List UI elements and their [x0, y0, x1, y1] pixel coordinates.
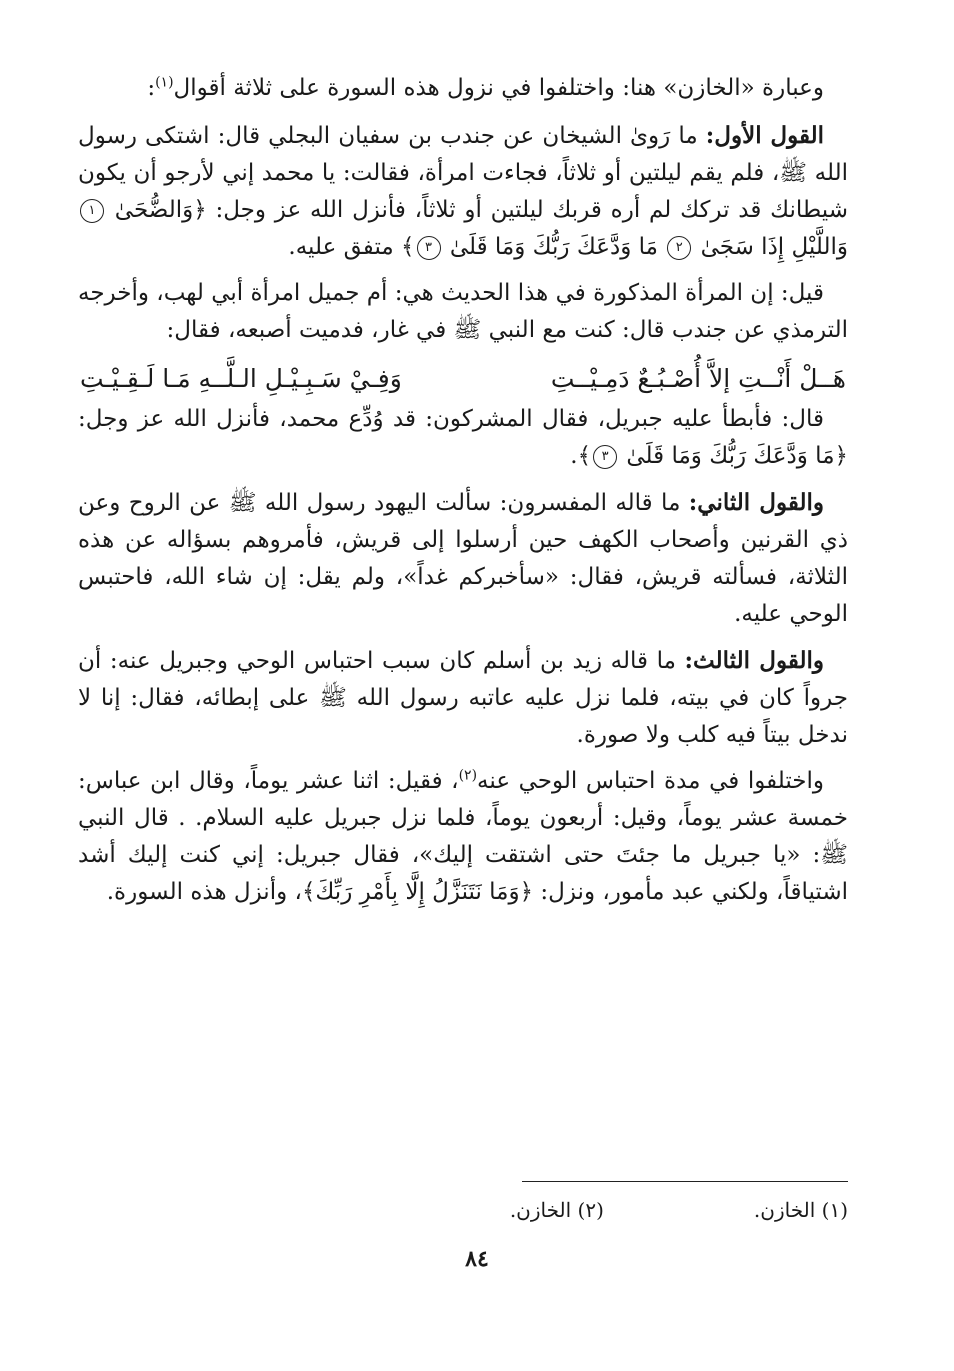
- footnotes: [328, 1196, 848, 1224]
- footnote-divider: [522, 1181, 848, 1182]
- footnote-ref-2[interactable]: (٢): [458, 767, 478, 784]
- after-verse-text: قال: فأبطأ عليه جبريل، فقال المشركون: قد وُدِّع محمد، فأنزل الله عز وجل:: [78, 406, 824, 432]
- poetry-second-hemistich: وَفِـيْ سَـبِـيْـلِ الـلَّــهِ مَـا لَـقِـيْـتِ: [80, 364, 402, 393]
- second-saying-text: ما قاله المفسرون: سألت اليهود رسول الله ﷺ عن الروح وعن ذي القرنين وأصحاب الكهف حين أرسلوا إلى قريش، فأمروهم بسؤاله عن هذه الثلاثة، فسألته قريش، فقال: «سأخبركم غداً»، ولم يقل: إن شاء الله، فاحتبس الوحي عليه.: [78, 490, 848, 627]
- second-saying-paragraph: [78, 484, 848, 633]
- quran-verse-wadda: ﴿مَا وَدَّعَكَ رَبُّكَ وَمَا قَلَىٰ: [626, 443, 848, 469]
- intro-tail: :: [147, 75, 156, 101]
- ayah-number-marker: ٢: [667, 236, 691, 260]
- first-saying-paragraph: [78, 117, 848, 266]
- duration-paragraph: [78, 763, 848, 911]
- page-number: ٨٤: [465, 1246, 489, 1272]
- ayah-number-marker: ٣: [417, 236, 441, 260]
- third-saying-paragraph: [78, 642, 848, 754]
- footnote-ref-1[interactable]: (١): [155, 74, 174, 91]
- ayah-number-marker: ٣: [593, 445, 617, 469]
- footnote-2: (٢) الخازن.: [509, 1198, 604, 1222]
- quran-verse-duha: ﴿وَالضُّحَىٰ: [114, 197, 207, 223]
- intro-text: وعبارة «الخازن» هنا: واختلفوا في نزول هذه السورة على ثلاثة أقوال: [173, 75, 824, 101]
- duration-text: واختلفوا في مدة احتباس الوحي عنه: [477, 768, 824, 794]
- ayah-number-marker: ١: [80, 199, 104, 223]
- duration-text-continued: ، فقيل: اثنا عشر يوماً، وقال ابن عباس: خمسة عشر يوماً، وقيل: أربعون يوماً، فلما نزل جبريل عليه السلام. . قال النبي ﷺ: «يا جبريل ما جئتَ حتى اشتقت إليك»، فقال جبريل: إني كنت إليك أشد اشتياقاً، ولكني عبد مأمور، ونزل:: [78, 768, 848, 905]
- poetry-verse: [78, 359, 848, 399]
- second-saying-heading: والقول الثاني:: [688, 489, 824, 516]
- after-verse-paragraph: [78, 401, 848, 475]
- third-saying-heading: والقول الثالث:: [684, 647, 824, 674]
- said-paragraph: [78, 275, 848, 349]
- after-verse-tail: .: [570, 443, 578, 469]
- quran-close-bracket: ﴾: [401, 234, 415, 260]
- poetry-first-hemistich: هَــلْ أَنْــتِ إلاَّ أُصْـبُـعٌ دَمِـيْــتِ: [550, 364, 846, 393]
- quran-close-bracket: ﴾: [577, 443, 592, 469]
- quran-verse-layl: وَاللَّيْلِ إِذَا سَجَىٰ: [700, 234, 848, 260]
- intro-paragraph: [78, 70, 848, 107]
- said-text: قيل: إن المرأة المذكورة في هذا الحديث هي: أم جميل امرأة أبي لهب، وأخرجه الترمذي عن جندب قال: كنت مع النبي ﷺ في غار، فدميت أصبعه، فقال:: [78, 280, 848, 343]
- first-saying-heading: القول الأول:: [705, 122, 824, 149]
- first-saying-tail: متفق عليه.: [288, 234, 402, 260]
- page-body: [78, 70, 848, 920]
- first-saying-text: ما رَوىٰ الشيخان عن جندب بن سفيان البجلي قال: اشتكى رسول الله ﷺ، فلم يقم ليلتين أو ثلاثاً، فجاءت امرأة، فقالت: يا محمد إني لأرجو أن يكون شيطانك قد تركك لم أره قربك ليلتين أو ثلاثاً، فأنزل الله عز وجل:: [78, 123, 849, 223]
- footnote-1: (١) الخازن.: [753, 1198, 848, 1222]
- third-saying-text: ما قاله زيد بن أسلم كان سبب احتباس الوحي وجبريل عنه: أن جرواً كان في بيته، فلما نزل عليه عاتبه رسول الله ﷺ على إبطائه، فقال: إنا لا ندخل بيتاً فيه كلب ولا صورة.: [78, 648, 848, 748]
- duration-tail: ، وأنزل هذه السورة.: [106, 879, 302, 905]
- quran-verse-wadda: مَا وَدَّعَكَ رَبُّكَ وَمَا قَلَىٰ: [449, 234, 658, 260]
- quran-verse-tanazzal: ﴿وَمَا نَتَنَزَّلُ إِلَّا بِأَمْرِ رَبِّكَ﴾: [301, 879, 534, 905]
